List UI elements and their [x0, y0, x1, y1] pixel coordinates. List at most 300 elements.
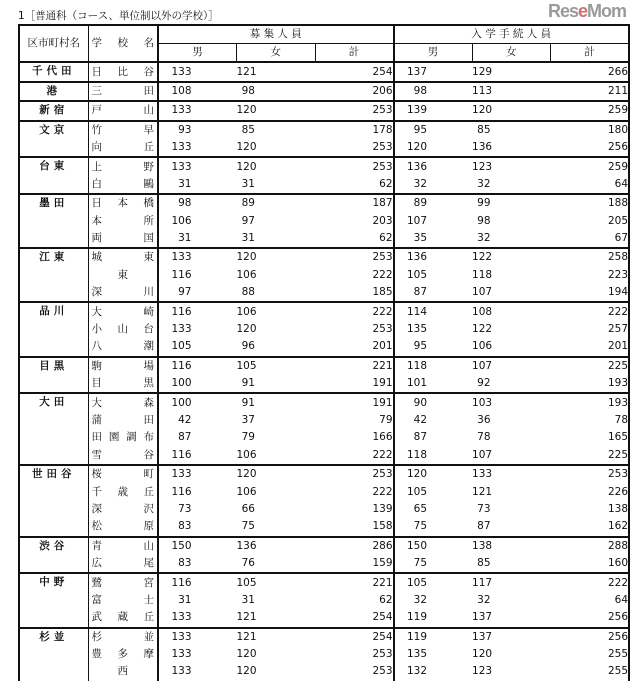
enroll-female: 99 — [472, 194, 551, 212]
enroll-male: 98 — [394, 82, 473, 101]
school-name: 深 川 — [88, 284, 158, 302]
enroll-total: 165 — [551, 429, 630, 446]
enroll-female: 136 — [472, 141, 493, 154]
table-row — [19, 592, 629, 609]
enroll-total: 193 — [551, 393, 630, 411]
recruit-female: 120 — [237, 101, 316, 120]
table-row — [19, 101, 629, 120]
recruit-total: 221 — [315, 573, 394, 591]
header-enrollment: 入 学 手 続 人 員 — [394, 25, 630, 44]
recruit-male: 150 — [158, 537, 237, 555]
enroll-male: 119 — [406, 611, 428, 624]
enroll-male: 75 — [413, 520, 428, 533]
enroll-total: 211 — [551, 82, 630, 101]
recruit-total: 222 — [315, 267, 394, 284]
recruit-female: 89 — [237, 194, 316, 212]
header-area: 区市町村名 — [19, 25, 88, 62]
recruit-male: 100 — [171, 377, 192, 390]
recruit-total: 254 — [315, 62, 394, 81]
recruit-total: 166 — [315, 429, 394, 446]
recruit-total: 159 — [315, 555, 394, 573]
area-name: 世田谷 — [19, 465, 88, 537]
enroll-total: 253 — [551, 465, 630, 483]
enroll-total: 188 — [551, 194, 630, 212]
header-enroll-male: 男 — [394, 44, 473, 63]
enroll-total: 225 — [551, 357, 630, 375]
enroll-male: 87 — [413, 286, 428, 299]
recruit-total: 62 — [315, 230, 394, 248]
school-name: 富 士 — [88, 592, 158, 609]
enroll-male: 105 — [394, 573, 473, 591]
enroll-female: 120 — [472, 101, 551, 120]
recruit-male: 116 — [158, 573, 237, 591]
recruit-male: 133 — [158, 628, 237, 646]
recruit-female: 31 — [241, 232, 255, 245]
recruit-male: 133 — [171, 648, 192, 661]
enroll-male: 120 — [394, 465, 473, 483]
enroll-total: 225 — [551, 447, 630, 465]
school-name: 大 森 — [88, 393, 158, 411]
enroll-total: 193 — [551, 375, 630, 393]
recruit-female: 88 — [241, 286, 255, 299]
school-name: 雪 谷 — [88, 447, 158, 465]
recruit-total: 191 — [315, 375, 394, 393]
recruit-male: 31 — [178, 232, 192, 245]
enroll-male: 95 — [413, 340, 428, 353]
recruit-female: 105 — [237, 573, 316, 591]
enroll-total: 162 — [551, 518, 630, 536]
recruit-total: 221 — [315, 357, 394, 375]
enroll-female: 73 — [477, 502, 491, 515]
enroll-female: 107 — [472, 448, 493, 461]
enroll-male: 139 — [394, 101, 473, 120]
enroll-total: 255 — [551, 663, 630, 680]
enroll-male: 32 — [413, 177, 428, 190]
enroll-female: 123 — [472, 157, 551, 175]
enroll-male: 75 — [413, 557, 428, 570]
table-row — [19, 501, 629, 518]
recruit-female: 76 — [241, 557, 255, 570]
enroll-male: 105 — [406, 268, 428, 281]
area-name: 杉並 — [19, 628, 88, 681]
area-name: 文京 — [19, 121, 88, 158]
recruit-male: 116 — [158, 302, 237, 320]
recruit-female: 120 — [237, 157, 316, 175]
enroll-male: 32 — [413, 593, 428, 606]
table-row — [19, 213, 629, 230]
table-row — [19, 555, 629, 573]
recruit-total: 253 — [315, 157, 394, 175]
resemom-watermark-logo: ReseMom — [547, 1, 626, 21]
table-row — [19, 375, 629, 393]
recruit-female: 98 — [237, 82, 316, 101]
enroll-female: 123 — [472, 665, 493, 678]
enroll-female: 133 — [472, 465, 551, 483]
enroll-female: 78 — [477, 431, 491, 444]
recruit-male: 31 — [178, 177, 192, 190]
recruit-female: 120 — [236, 141, 257, 154]
enroll-total: 288 — [551, 537, 630, 555]
enroll-female: 107 — [472, 286, 493, 299]
school-name: 戸 山 — [88, 101, 158, 120]
enroll-female: 108 — [472, 302, 551, 320]
enroll-female: 92 — [477, 377, 491, 390]
table-row — [19, 663, 629, 680]
recruit-female: 66 — [241, 502, 255, 515]
enroll-total: 256 — [551, 628, 630, 646]
recruit-male: 83 — [178, 557, 192, 570]
enroll-male: 118 — [406, 448, 428, 461]
recruit-female: 120 — [236, 648, 257, 661]
school-name: 三 田 — [88, 82, 158, 101]
recruit-total: 178 — [315, 121, 394, 139]
table-row — [19, 267, 629, 284]
table-row — [19, 139, 629, 157]
enroll-male: 119 — [394, 628, 473, 646]
area-name: 新宿 — [19, 101, 88, 120]
enroll-total: 257 — [551, 321, 630, 338]
enroll-male: 120 — [406, 141, 428, 154]
enroll-female: 129 — [472, 62, 551, 81]
recruit-female: 136 — [237, 537, 316, 555]
table-row — [19, 393, 629, 411]
table-row — [19, 628, 629, 646]
table-body — [19, 62, 629, 680]
school-name: 鷺 宮 — [88, 573, 158, 591]
enroll-female: 137 — [472, 611, 493, 624]
recruit-male: 98 — [158, 194, 237, 212]
enroll-total: 64 — [551, 592, 630, 609]
table-row — [19, 465, 629, 483]
enroll-total: 259 — [551, 157, 630, 175]
school-name: 東 — [88, 267, 158, 284]
header-school: 学 校 名 — [88, 25, 158, 62]
recruit-male: 133 — [158, 248, 237, 266]
enroll-male: 95 — [394, 121, 473, 139]
recruit-total: 206 — [315, 82, 394, 101]
school-name: 松 原 — [88, 518, 158, 536]
recruit-female: 91 — [241, 377, 255, 390]
recruit-male: 133 — [158, 157, 237, 175]
recruit-total: 185 — [315, 284, 394, 302]
enroll-total: 226 — [551, 483, 630, 500]
recruit-total: 253 — [315, 663, 394, 680]
recruit-female: 106 — [236, 268, 257, 281]
recruit-total: 253 — [315, 101, 394, 120]
enroll-male: 87 — [413, 431, 428, 444]
enroll-total: 258 — [551, 248, 630, 266]
school-name: 千 歳 丘 — [88, 483, 158, 500]
recruit-female: 121 — [236, 611, 257, 624]
table-row — [19, 338, 629, 356]
school-name: 本 所 — [88, 213, 158, 230]
recruit-male: 133 — [171, 611, 192, 624]
recruit-total: 203 — [315, 213, 394, 230]
enroll-total: 78 — [551, 412, 630, 429]
recruit-male: 106 — [171, 214, 192, 227]
enroll-female: 122 — [472, 248, 551, 266]
enroll-male: 137 — [394, 62, 473, 81]
recruit-male: 93 — [158, 121, 237, 139]
recruit-female: 37 — [241, 414, 255, 426]
school-name: 蒲 田 — [88, 412, 158, 429]
enroll-male: 136 — [394, 157, 473, 175]
recruit-total: 187 — [315, 194, 394, 212]
enroll-male: 136 — [394, 248, 473, 266]
recruit-total: 222 — [315, 447, 394, 465]
recruit-total: 253 — [315, 646, 394, 663]
enroll-male: 135 — [406, 648, 428, 661]
table-row — [19, 573, 629, 591]
recruit-total: 62 — [315, 176, 394, 194]
header-recruit-female: 女 — [237, 44, 316, 63]
school-name: 日 比 谷 — [88, 62, 158, 81]
enroll-female: 85 — [477, 557, 491, 570]
recruit-male: 133 — [171, 323, 192, 336]
recruit-total: 254 — [315, 628, 394, 646]
recruit-male: 73 — [178, 502, 192, 515]
recruit-male: 133 — [158, 465, 237, 483]
recruit-total: 158 — [315, 518, 394, 536]
recruit-female: 121 — [237, 628, 316, 646]
recruit-female: 120 — [236, 665, 257, 678]
area-name: 大田 — [19, 393, 88, 465]
enroll-total: 222 — [551, 573, 630, 591]
table-row — [19, 321, 629, 338]
school-name: 両 国 — [88, 230, 158, 248]
table-row — [19, 82, 629, 101]
area-name: 中野 — [19, 573, 88, 627]
school-name: 広 尾 — [88, 555, 158, 573]
enroll-total: 205 — [551, 213, 630, 230]
enroll-total: 259 — [551, 101, 630, 120]
area-name: 品川 — [19, 302, 88, 356]
enroll-total: 138 — [551, 501, 630, 518]
recruit-male: 133 — [171, 665, 192, 678]
recruit-female: 106 — [236, 448, 257, 461]
table-row — [19, 483, 629, 500]
enroll-female: 103 — [472, 393, 551, 411]
recruit-female: 75 — [241, 520, 255, 533]
recruit-male: 83 — [178, 520, 192, 533]
recruit-total: 253 — [315, 465, 394, 483]
recruit-total: 253 — [315, 139, 394, 157]
school-name: 青 山 — [88, 537, 158, 555]
enroll-total: 256 — [551, 609, 630, 627]
enroll-total: 255 — [551, 646, 630, 663]
enroll-male: 132 — [406, 665, 428, 678]
school-name: 目 黒 — [88, 375, 158, 393]
recruit-female: 85 — [237, 121, 316, 139]
enroll-total: 194 — [551, 284, 630, 302]
admissions-table — [18, 24, 630, 681]
area-name: 目黒 — [19, 357, 88, 394]
table-row — [19, 230, 629, 248]
recruit-total: 191 — [315, 393, 394, 411]
table-row — [19, 357, 629, 375]
enroll-male: 65 — [413, 502, 428, 515]
school-name: 武 蔵 丘 — [88, 609, 158, 627]
enroll-total: 180 — [551, 121, 630, 139]
recruit-male: 108 — [158, 82, 237, 101]
recruit-female: 31 — [241, 177, 255, 190]
enroll-total: 223 — [551, 267, 630, 284]
enroll-male: 107 — [406, 214, 428, 227]
enroll-male: 105 — [406, 485, 428, 498]
school-name: 深 沢 — [88, 501, 158, 518]
enroll-female: 137 — [472, 628, 551, 646]
recruit-male: 133 — [158, 101, 237, 120]
recruit-total: 254 — [315, 609, 394, 627]
school-name: 日 本 橋 — [88, 194, 158, 212]
area-name: 港 — [19, 82, 88, 101]
school-name: 小 山 台 — [88, 321, 158, 338]
table-row — [19, 157, 629, 175]
recruit-female: 97 — [241, 214, 255, 227]
table-row — [19, 609, 629, 627]
school-name: 駒 場 — [88, 357, 158, 375]
enroll-female: 107 — [472, 357, 551, 375]
recruit-female: 96 — [241, 340, 255, 353]
recruit-total: 222 — [315, 302, 394, 320]
recruit-male: 97 — [178, 286, 192, 299]
enroll-total: 160 — [551, 555, 630, 573]
enroll-male: 135 — [406, 323, 428, 336]
enroll-female: 32 — [477, 593, 491, 606]
area-name: 墨田 — [19, 194, 88, 248]
table-row — [19, 62, 629, 81]
recruit-female: 106 — [236, 485, 257, 498]
recruit-total: 286 — [315, 537, 394, 555]
recruit-total: 139 — [315, 501, 394, 518]
school-name: 八 潮 — [88, 338, 158, 356]
enroll-female: 113 — [472, 82, 551, 101]
recruit-male: 116 — [171, 268, 192, 281]
enroll-male: 90 — [394, 393, 473, 411]
recruit-male: 105 — [171, 340, 192, 353]
table-caption: 1［普通科（コース、単位制以外の学校）］ — [18, 10, 219, 22]
table-row — [19, 121, 629, 139]
recruit-total: 62 — [315, 592, 394, 609]
recruit-female: 79 — [241, 431, 255, 444]
table-row — [19, 447, 629, 465]
school-name: 向 丘 — [88, 139, 158, 157]
table-row — [19, 248, 629, 266]
recruit-total: 222 — [315, 483, 394, 500]
recruit-male: 116 — [158, 357, 237, 375]
enroll-female: 120 — [472, 648, 493, 661]
header-recruit-total: 計 — [315, 44, 394, 63]
enroll-total: 67 — [551, 230, 630, 248]
enroll-female: 32 — [477, 232, 491, 245]
enroll-male: 42 — [413, 414, 428, 426]
recruit-female: 91 — [237, 393, 316, 411]
table-row — [19, 412, 629, 429]
recruit-female: 105 — [237, 357, 316, 375]
recruit-male: 116 — [171, 448, 192, 461]
enroll-total: 64 — [551, 176, 630, 194]
recruit-female: 120 — [237, 248, 316, 266]
table-row — [19, 646, 629, 663]
enroll-female: 122 — [472, 323, 493, 336]
enroll-total: 256 — [551, 139, 630, 157]
recruit-female: 31 — [241, 593, 255, 606]
recruit-total: 253 — [315, 321, 394, 338]
enroll-male: 150 — [394, 537, 473, 555]
enroll-female: 32 — [477, 177, 491, 190]
recruit-total: 79 — [315, 412, 394, 429]
recruit-male: 87 — [178, 431, 192, 444]
recruit-male: 42 — [178, 414, 192, 426]
area-name: 千代田 — [19, 62, 88, 81]
school-name: 白 鷗 — [88, 176, 158, 194]
recruit-male: 31 — [178, 593, 192, 606]
recruit-female: 121 — [237, 62, 316, 81]
recruit-male: 100 — [158, 393, 237, 411]
school-name: 豊 多 摩 — [88, 646, 158, 663]
enroll-male: 114 — [394, 302, 473, 320]
enroll-total: 222 — [551, 302, 630, 320]
enroll-female: 98 — [477, 214, 491, 227]
header-enroll-female: 女 — [472, 44, 551, 63]
recruit-female: 120 — [236, 323, 257, 336]
table-row — [19, 302, 629, 320]
enroll-female: 85 — [472, 121, 551, 139]
area-name: 台東 — [19, 157, 88, 194]
recruit-total: 253 — [315, 248, 394, 266]
recruit-female: 120 — [237, 465, 316, 483]
enroll-female: 138 — [472, 537, 551, 555]
recruit-total: 201 — [315, 338, 394, 356]
table-row — [19, 537, 629, 555]
enroll-female: 118 — [472, 268, 493, 281]
table-row — [19, 194, 629, 212]
school-name: 杉 並 — [88, 628, 158, 646]
school-name: 田 園 調 布 — [88, 429, 158, 446]
recruit-male: 116 — [171, 485, 192, 498]
enroll-female: 117 — [472, 573, 551, 591]
table-row — [19, 284, 629, 302]
area-name: 渋谷 — [19, 537, 88, 574]
enroll-total: 266 — [551, 62, 630, 81]
header-recruit-male: 男 — [158, 44, 237, 63]
school-name: 上 野 — [88, 157, 158, 175]
table-row — [19, 429, 629, 446]
school-name: 大 崎 — [88, 302, 158, 320]
school-name: 西 — [88, 663, 158, 680]
header-enroll-total: 計 — [551, 44, 630, 63]
enroll-male: 89 — [394, 194, 473, 212]
recruit-female: 106 — [237, 302, 316, 320]
table-row — [19, 518, 629, 536]
enroll-female: 87 — [477, 520, 491, 533]
recruit-male: 133 — [158, 62, 237, 81]
enroll-male: 101 — [406, 377, 428, 390]
school-name: 竹 早 — [88, 121, 158, 139]
enroll-male: 118 — [394, 357, 473, 375]
school-name: 桜 町 — [88, 465, 158, 483]
enroll-female: 106 — [472, 340, 493, 353]
area-name: 江東 — [19, 248, 88, 302]
recruit-male: 133 — [171, 141, 192, 154]
enroll-total: 201 — [551, 338, 630, 356]
enroll-female: 36 — [477, 414, 491, 426]
table-row — [19, 176, 629, 194]
enroll-male: 35 — [413, 232, 428, 245]
school-name: 城 東 — [88, 248, 158, 266]
enroll-female: 121 — [472, 485, 493, 498]
header-recruitment: 募 集 人 員 — [158, 25, 394, 44]
